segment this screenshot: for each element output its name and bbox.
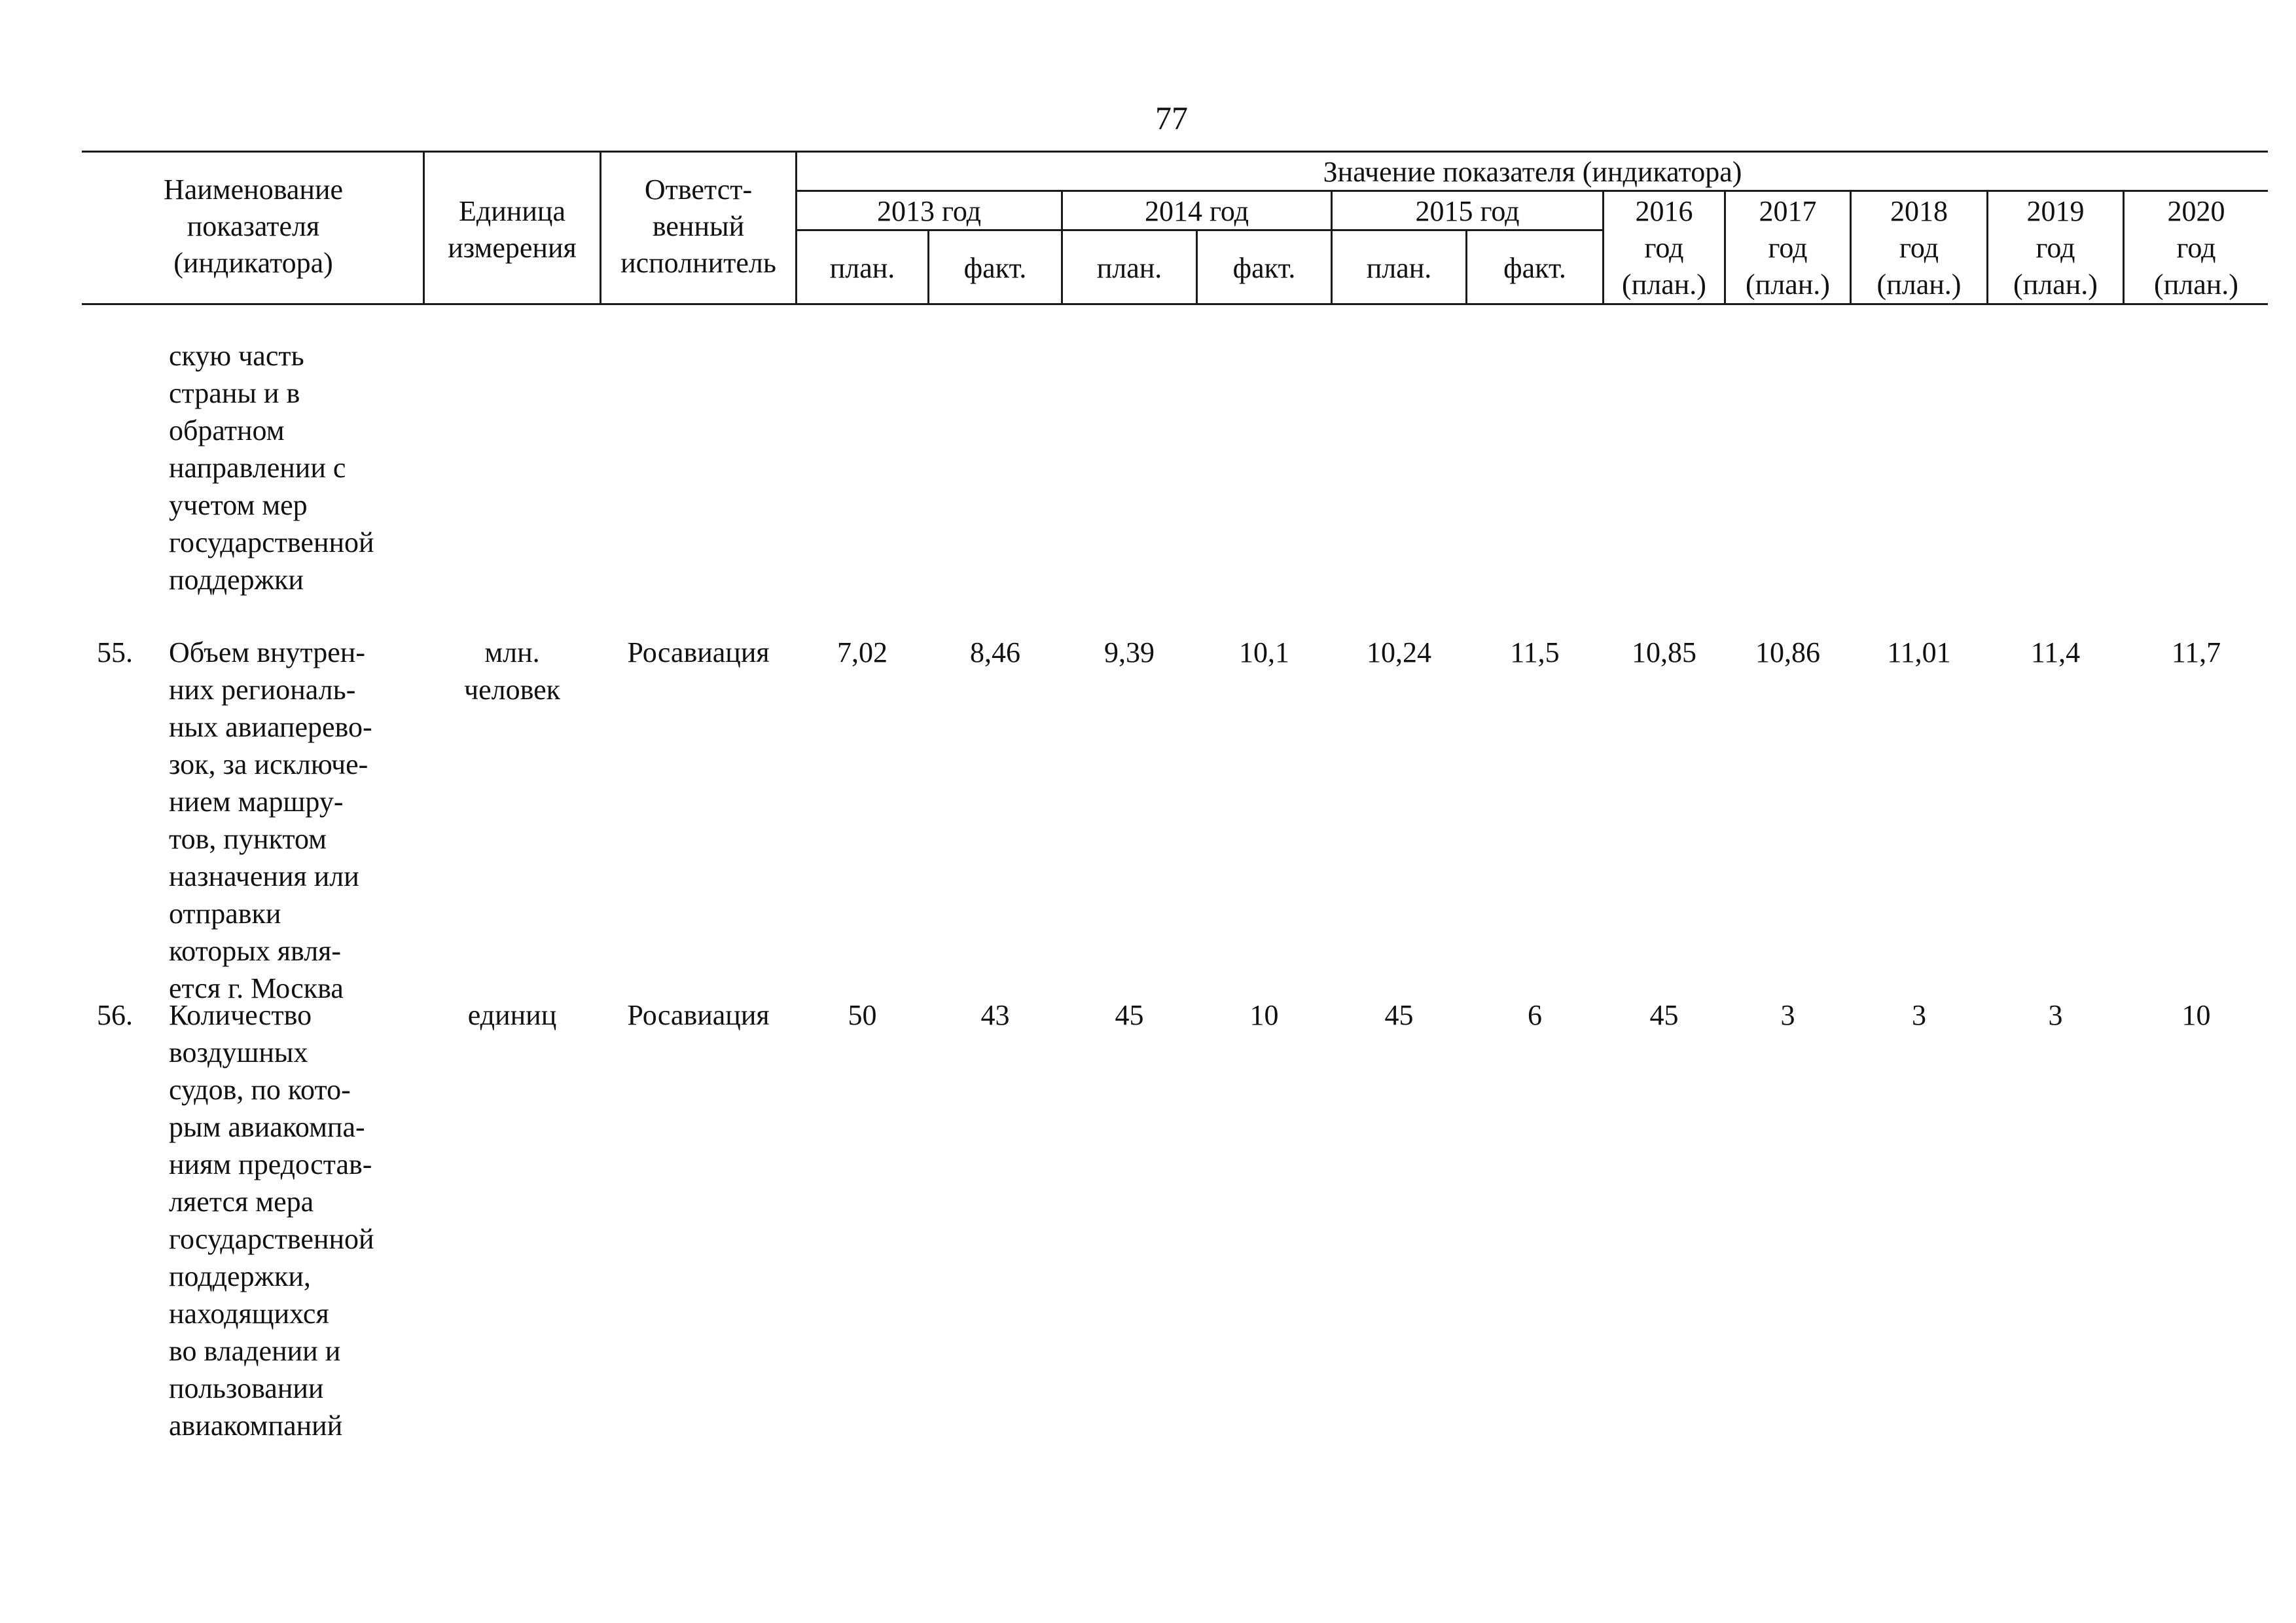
header-year-2018: 2018 год (план.): [1876, 195, 1962, 301]
row-55-number: 55.: [97, 636, 133, 668]
row-56-value: 10: [2181, 999, 2211, 1031]
page-number: 77: [1155, 100, 1188, 136]
row-56-value: 50: [848, 999, 877, 1031]
row-56-unit: единиц: [467, 999, 557, 1031]
row-56-value: 45: [1115, 999, 1144, 1031]
header-fact-2015: факт.: [1503, 252, 1566, 284]
header-year-2019: 2019 год (план.): [2013, 195, 2098, 301]
header-unit-column: Единица измерения: [448, 195, 577, 264]
row-56-number: 56.: [97, 999, 133, 1031]
row-56-value: 45: [1649, 999, 1679, 1031]
row-56-value: 3: [2048, 999, 2063, 1031]
header-year-2017: 2017 год (план.): [1746, 195, 1830, 301]
header-plan-2014: план.: [1096, 252, 1162, 284]
row-55-value: 10,24: [1367, 636, 1431, 668]
row-56-responsible: Росавиация: [627, 999, 770, 1031]
header-fact-2013: факт.: [963, 252, 1027, 284]
row-55-unit: млн. человек: [463, 636, 561, 706]
row-55-value: 9,39: [1104, 636, 1155, 668]
row-55-value: 11,4: [2030, 636, 2081, 668]
continuation-text: скую часть страны и в обратном направлении с учетом мер государственной поддержки: [169, 340, 374, 596]
row-55-value: 10,86: [1755, 636, 1820, 668]
row-55-value: 10,1: [1239, 636, 1289, 668]
header-value-group: Значение показателя (индикатора): [1323, 156, 1742, 188]
row-55-responsible: Росавиация: [627, 636, 770, 668]
table-header-bottom-rule: [82, 303, 2268, 305]
table-top-rule: [82, 151, 2268, 153]
header-year-2014: 2014 год: [1144, 195, 1249, 227]
row-56-value: 3: [1780, 999, 1795, 1031]
row-56-value: 3: [1912, 999, 1926, 1031]
row-55-value: 8,46: [970, 636, 1020, 668]
row-55-value: 7,02: [837, 636, 888, 668]
row-55-value: 11,7: [2171, 636, 2221, 668]
header-fact-2014: факт.: [1232, 252, 1296, 284]
header-year-2020: 2020 год (план.): [2154, 195, 2238, 301]
row-55-value: 10,85: [1632, 636, 1696, 668]
header-year-2015: 2015 год: [1415, 195, 1520, 227]
header-plan-2013: план.: [829, 252, 895, 284]
row-55-value: 11,5: [1510, 636, 1560, 668]
row-56-value: 43: [980, 999, 1010, 1031]
row-56-name: Количество воздушных судов, по кото- рым авиакомпа- ниям предостав- ляется мера государственной поддержки, находящихся во владении и пользовании авиакомпаний: [169, 999, 374, 1442]
header-name-column: Наименование показателя (индикатора): [163, 173, 344, 279]
row-55-name: Объем внутрен- них региональ- ных авиаперево- зок, за исключе- нием маршру- тов, пунктом назначения или отправки которых явля- ется г. Москва: [169, 636, 372, 1004]
row-56-value: 45: [1384, 999, 1414, 1031]
row-56-value: 10: [1249, 999, 1279, 1031]
header-year-2016: 2016 год (план.): [1622, 195, 1706, 301]
header-responsible-column: Ответст- венный исполнитель: [620, 173, 776, 279]
header-year-2013: 2013 год: [876, 195, 982, 227]
row-55-value: 11,01: [1887, 636, 1951, 668]
header-plan-2015: план.: [1366, 252, 1432, 284]
row-56-value: 6: [1528, 999, 1542, 1031]
